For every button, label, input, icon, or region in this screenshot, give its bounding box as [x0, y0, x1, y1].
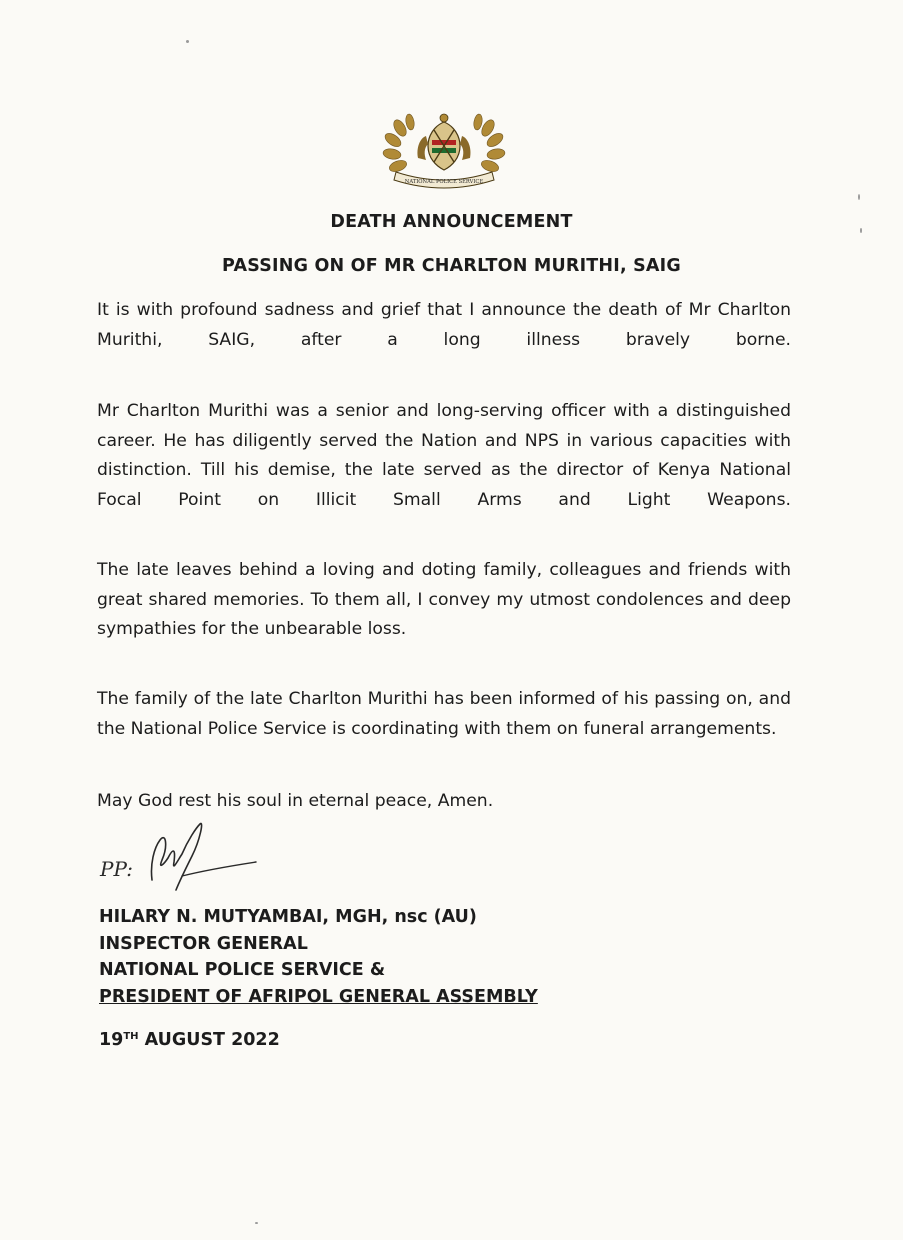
paper-speck	[860, 228, 862, 233]
paragraph-2: Mr Charlton Murithi was a senior and long-serving officer with a distinguished career. He has diligently served the Nation and NPS in various capacities with distinction. Till his demise, the late served as the director of Kenya National Focal Point on Illicit Small Arms and Light Weapons.	[97, 401, 791, 510]
signatory-name: HILARY N. MUTYAMBAI, MGH, nsc (AU)	[99, 907, 477, 927]
signature-pp: PP:	[100, 857, 133, 881]
handwritten-signature	[96, 820, 261, 900]
svg-text:NATIONAL POLICE SERVICE: NATIONAL POLICE SERVICE	[404, 179, 484, 185]
announcement-subtitle: PASSING ON OF MR CHARLTON MURITHI, SAIG	[222, 256, 681, 276]
announcement-date	[99, 1030, 280, 1050]
signatory-role: PRESIDENT OF AFRIPOL GENERAL ASSEMBLY	[99, 986, 538, 1007]
paragraph-5: May God rest his soul in eternal peace, Amen.	[97, 791, 494, 811]
signatory-block	[99, 904, 699, 1010]
paper-speck	[186, 40, 189, 43]
paragraph-4: The family of the late Charlton Murithi has been informed of his passing on, and the National Police Service is coordinating with them on funeral arrangements.	[97, 689, 791, 739]
date-day: 19	[99, 1030, 124, 1050]
date-suffix: TH	[123, 1031, 139, 1042]
announcement-title: DEATH ANNOUNCEMENT	[330, 212, 573, 232]
paragraph-1: It is with profound sadness and grief that I announce the death of Mr Charlton Murithi, SAIG, after a long illness bravely borne.	[97, 300, 791, 350]
police-emblem-icon	[382, 108, 506, 190]
signatory-organization: NATIONAL POLICE SERVICE &	[99, 960, 386, 980]
paper-speck	[858, 194, 860, 200]
date-rest: AUGUST 2022	[144, 1030, 280, 1050]
paper-speck	[255, 1222, 258, 1224]
signatory-title: INSPECTOR GENERAL	[99, 933, 308, 954]
paragraph-3: The late leaves behind a loving and doting family, colleagues and friends with great shared memories. To them all, I convey my utmost condolences and deep sympathies for the unbearable loss.	[97, 560, 791, 639]
